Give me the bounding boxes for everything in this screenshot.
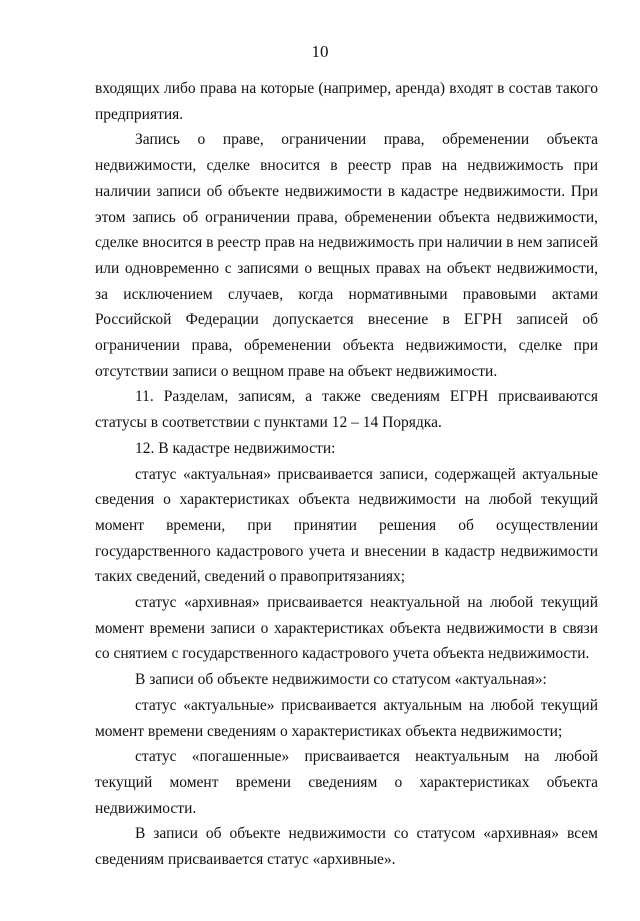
- paragraph-record-rights: Запись о праве, ограничении права, обременении объекта недвижимости, сделке вносится в реестр прав на недвижимость при наличии записи об объекте недвижимости в кадастре недвижимости. При этом запись об ограничении права, обременении объекта недвижимости, сделке вносится в реестр прав на недвижимость при наличии в нем записей или одновременно с записями о вещных правах на объект недвижимости, за исключением случаев, когда нормативными правовыми актами Российской Федерации допускается внесение в ЕГРН записей об ограничении права, обременении объекта недвижимости, сделке при отсутствии записи о вещном праве на объект недвижимости.: [95, 131, 598, 380]
- paragraph-status-actual: статус «актуальная» присваивается записи, содержащей актуальные сведения о характеристиках объекта недвижимости на любой текущий момент времени, при принятии решения об осуществлении государственного кадастрового учета и внесении в кадастр недвижимости таких сведений, сведений о правопритязаниях;: [95, 465, 598, 586]
- paragraph-archive-record: В записи об объекте недвижимости со статусом «архивная» всем сведениям присваивается статус «архивные».: [95, 825, 598, 869]
- paragraph-actual-record-heading: В записи об объекте недвижимости со статусом «актуальная»:: [135, 671, 547, 689]
- paragraph-continuation: входящих либо права на которые (например, аренда) входят в состав такого предприятия.: [95, 80, 598, 123]
- document-body: [95, 76, 598, 873]
- paragraph-status-repaid: статус «погашенные» присваивается неактуальным на любой текущий момент времени сведениям о характеристиках объекта недвижимости.: [95, 748, 598, 817]
- page-number: 10: [311, 42, 329, 61]
- paragraph-item-12: 12. В кадастре недвижимости:: [135, 439, 336, 457]
- paragraph-status-archive: статус «архивная» присваивается неактуальной на любой текущий момент времени записи о характеристиках объекта недвижимости в связи со снятием с государственного кадастрового учета объекта недвижимости.: [95, 594, 598, 663]
- paragraph-status-actual-info: статус «актуальные» присваивается актуальным на любой текущий момент времени сведениям о характеристиках объекта недвижимости;: [95, 696, 598, 740]
- paragraph-item-11: 11. Разделам, записям, а также сведениям ЕГРН присваиваются статусы в соответствии с пунктами 12 – 14 Порядка.: [95, 388, 598, 432]
